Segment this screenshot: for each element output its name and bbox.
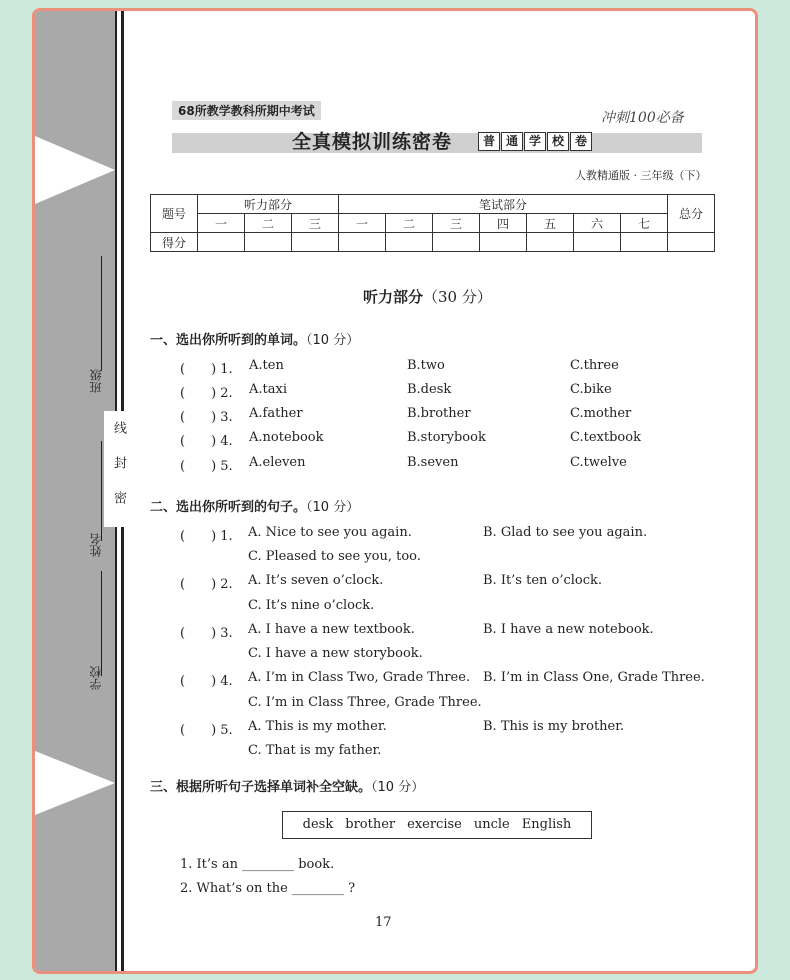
p2-q5-b: B. This is my brother. [483, 719, 625, 734]
name-blank[interactable] [101, 441, 102, 541]
p2-q1-c: C. Pleased to see you, too. [248, 549, 421, 564]
part1-points: （10 分） [306, 333, 360, 348]
badge-3: 学 [524, 132, 546, 151]
score-cell[interactable] [574, 233, 621, 252]
class-blank[interactable] [101, 256, 102, 371]
col-header: 二 [245, 214, 292, 233]
col-header: 三 [433, 214, 480, 233]
exam-title: 全真模拟训练密卷 [292, 131, 453, 153]
part3-title [150, 776, 424, 795]
p2-q5-c: C. That is my father. [248, 743, 382, 758]
score-cell[interactable] [386, 233, 433, 252]
part3-title-text: 三、根据所听句子选择单词补全空缺。 [150, 780, 372, 795]
p2-q2-c: C. It’s nine o’clock. [248, 598, 375, 613]
col-header: 二 [386, 214, 433, 233]
section-points: （30 分） [423, 288, 492, 306]
badge-2: 通 [501, 132, 523, 151]
badge-4: 校 [547, 132, 569, 151]
slogan: 冲刺100必备 [601, 110, 684, 126]
p2-q2-num[interactable]: ( ) 2. [180, 577, 233, 592]
score-cell[interactable] [621, 233, 668, 252]
p1-q3-c: C.mother [570, 406, 632, 421]
p1-q5-a: A.eleven [249, 455, 306, 470]
score-table [150, 194, 715, 252]
p1-q5-c: C.twelve [570, 455, 627, 470]
badge-1: 普 [478, 132, 500, 151]
p1-q4-b: B.storybook [407, 430, 486, 445]
part3-points: （10 分） [371, 780, 425, 795]
part2-title [150, 496, 359, 515]
col-header: 三 [292, 214, 339, 233]
p3-q1[interactable]: 1. It’s an ________ book. [180, 857, 335, 872]
margin-notch-bottom [35, 751, 115, 815]
p2-q4-a: A. I’m in Class Two, Grade Three. [248, 670, 471, 685]
part1-title-text: 一、选出你所听到的单词。 [150, 333, 307, 348]
word-bank [282, 811, 592, 839]
col-header: 七 [621, 214, 668, 233]
p1-q2-num[interactable]: ( ) 2. [180, 386, 233, 401]
total-header: 总分 [668, 195, 715, 233]
seal-char-3: 密 [111, 491, 126, 504]
col-header: 四 [480, 214, 527, 233]
p1-q4-num[interactable]: ( ) 4. [180, 434, 233, 449]
edition-label: 人教精通版 · 三年级（下） [575, 169, 707, 182]
part2-points: （10 分） [306, 500, 360, 515]
p2-q4-c: C. I’m in Class Three, Grade Three. [248, 695, 482, 710]
p2-q1-a: A. Nice to see you again. [248, 525, 412, 540]
p2-q3-num[interactable]: ( ) 3. [180, 626, 233, 641]
p1-q5-num[interactable]: ( ) 5. [180, 459, 233, 474]
part2-title-text: 二、选出你所听到的句子。 [150, 500, 307, 515]
listening-header: 听力部分 [198, 195, 339, 214]
p2-q2-a: A. It’s seven o’clock. [248, 573, 384, 588]
margin-notch-top [35, 136, 115, 204]
total-score-cell[interactable] [668, 233, 715, 252]
col-header: 六 [574, 214, 621, 233]
p2-q4-num[interactable]: ( ) 4. [180, 674, 233, 689]
p1-q3-b: B.brother [407, 406, 471, 421]
name-label: 姓名 [89, 533, 103, 557]
class-label: 班级 [89, 369, 103, 393]
p2-q4-b: B. I’m in Class One, Grade Three. [483, 670, 705, 685]
school-label: 学校 [89, 666, 103, 690]
p1-q1-a: A.ten [249, 358, 284, 373]
p1-q1-c: C.three [570, 358, 619, 373]
p1-q3-a: A.father [249, 406, 303, 421]
score-cell[interactable] [292, 233, 339, 252]
col-header: 五 [527, 214, 574, 233]
badge-5: 卷 [570, 132, 592, 151]
p1-q3-num[interactable]: ( ) 3. [180, 410, 233, 425]
p2-q1-b: B. Glad to see you again. [483, 525, 648, 540]
col-header: 一 [339, 214, 386, 233]
score-cell[interactable] [245, 233, 292, 252]
p2-q5-num[interactable]: ( ) 5. [180, 723, 233, 738]
p2-q3-c: C. I have a new storybook. [248, 646, 423, 661]
word-bank-item: English [521, 817, 572, 832]
page-number: 17 [375, 915, 392, 930]
score-label: 得分 [151, 233, 198, 252]
row-header: 题号 [151, 195, 198, 233]
p1-q1-b: B.two [407, 358, 445, 373]
p1-q1-num[interactable]: ( ) 1. [180, 362, 233, 377]
p2-q2-b: B. It’s ten o’clock. [483, 573, 603, 588]
seal-char-1: 线 [111, 421, 126, 434]
p1-q2-b: B.desk [407, 382, 452, 397]
seal-char-2: 封 [111, 456, 126, 469]
school-blank[interactable] [101, 571, 102, 676]
exam-series: 68所教学教科所期中考试 [172, 101, 321, 120]
p1-q2-a: A.taxi [249, 382, 287, 397]
part1-title [150, 329, 359, 348]
word-bank-item: desk [302, 817, 334, 832]
p2-q3-a: A. I have a new textbook. [248, 622, 415, 637]
p1-q4-a: A.notebook [249, 430, 324, 445]
score-cell[interactable] [527, 233, 574, 252]
word-bank-item: brother [345, 817, 396, 832]
section-title-text: 听力部分 [363, 288, 424, 306]
word-bank-item: uncle [473, 817, 510, 832]
p1-q2-c: C.bike [570, 382, 612, 397]
score-cell[interactable] [433, 233, 480, 252]
p2-q1-num[interactable]: ( ) 1. [180, 529, 233, 544]
listening-section-title [363, 286, 492, 307]
p1-q5-b: B.seven [407, 455, 459, 470]
p3-q2[interactable]: 2. What’s on the ________ ? [180, 881, 356, 896]
p2-q3-b: B. I have a new notebook. [483, 622, 654, 637]
col-header: 一 [198, 214, 245, 233]
word-bank-item: exercise [407, 817, 462, 832]
writing-header: 笔试部分 [339, 195, 668, 214]
exam-page [32, 8, 758, 974]
score-cell[interactable] [339, 233, 386, 252]
p2-q5-a: A. This is my mother. [248, 719, 387, 734]
p1-q4-c: C.textbook [570, 430, 641, 445]
score-cell[interactable] [480, 233, 527, 252]
score-cell[interactable] [198, 233, 245, 252]
